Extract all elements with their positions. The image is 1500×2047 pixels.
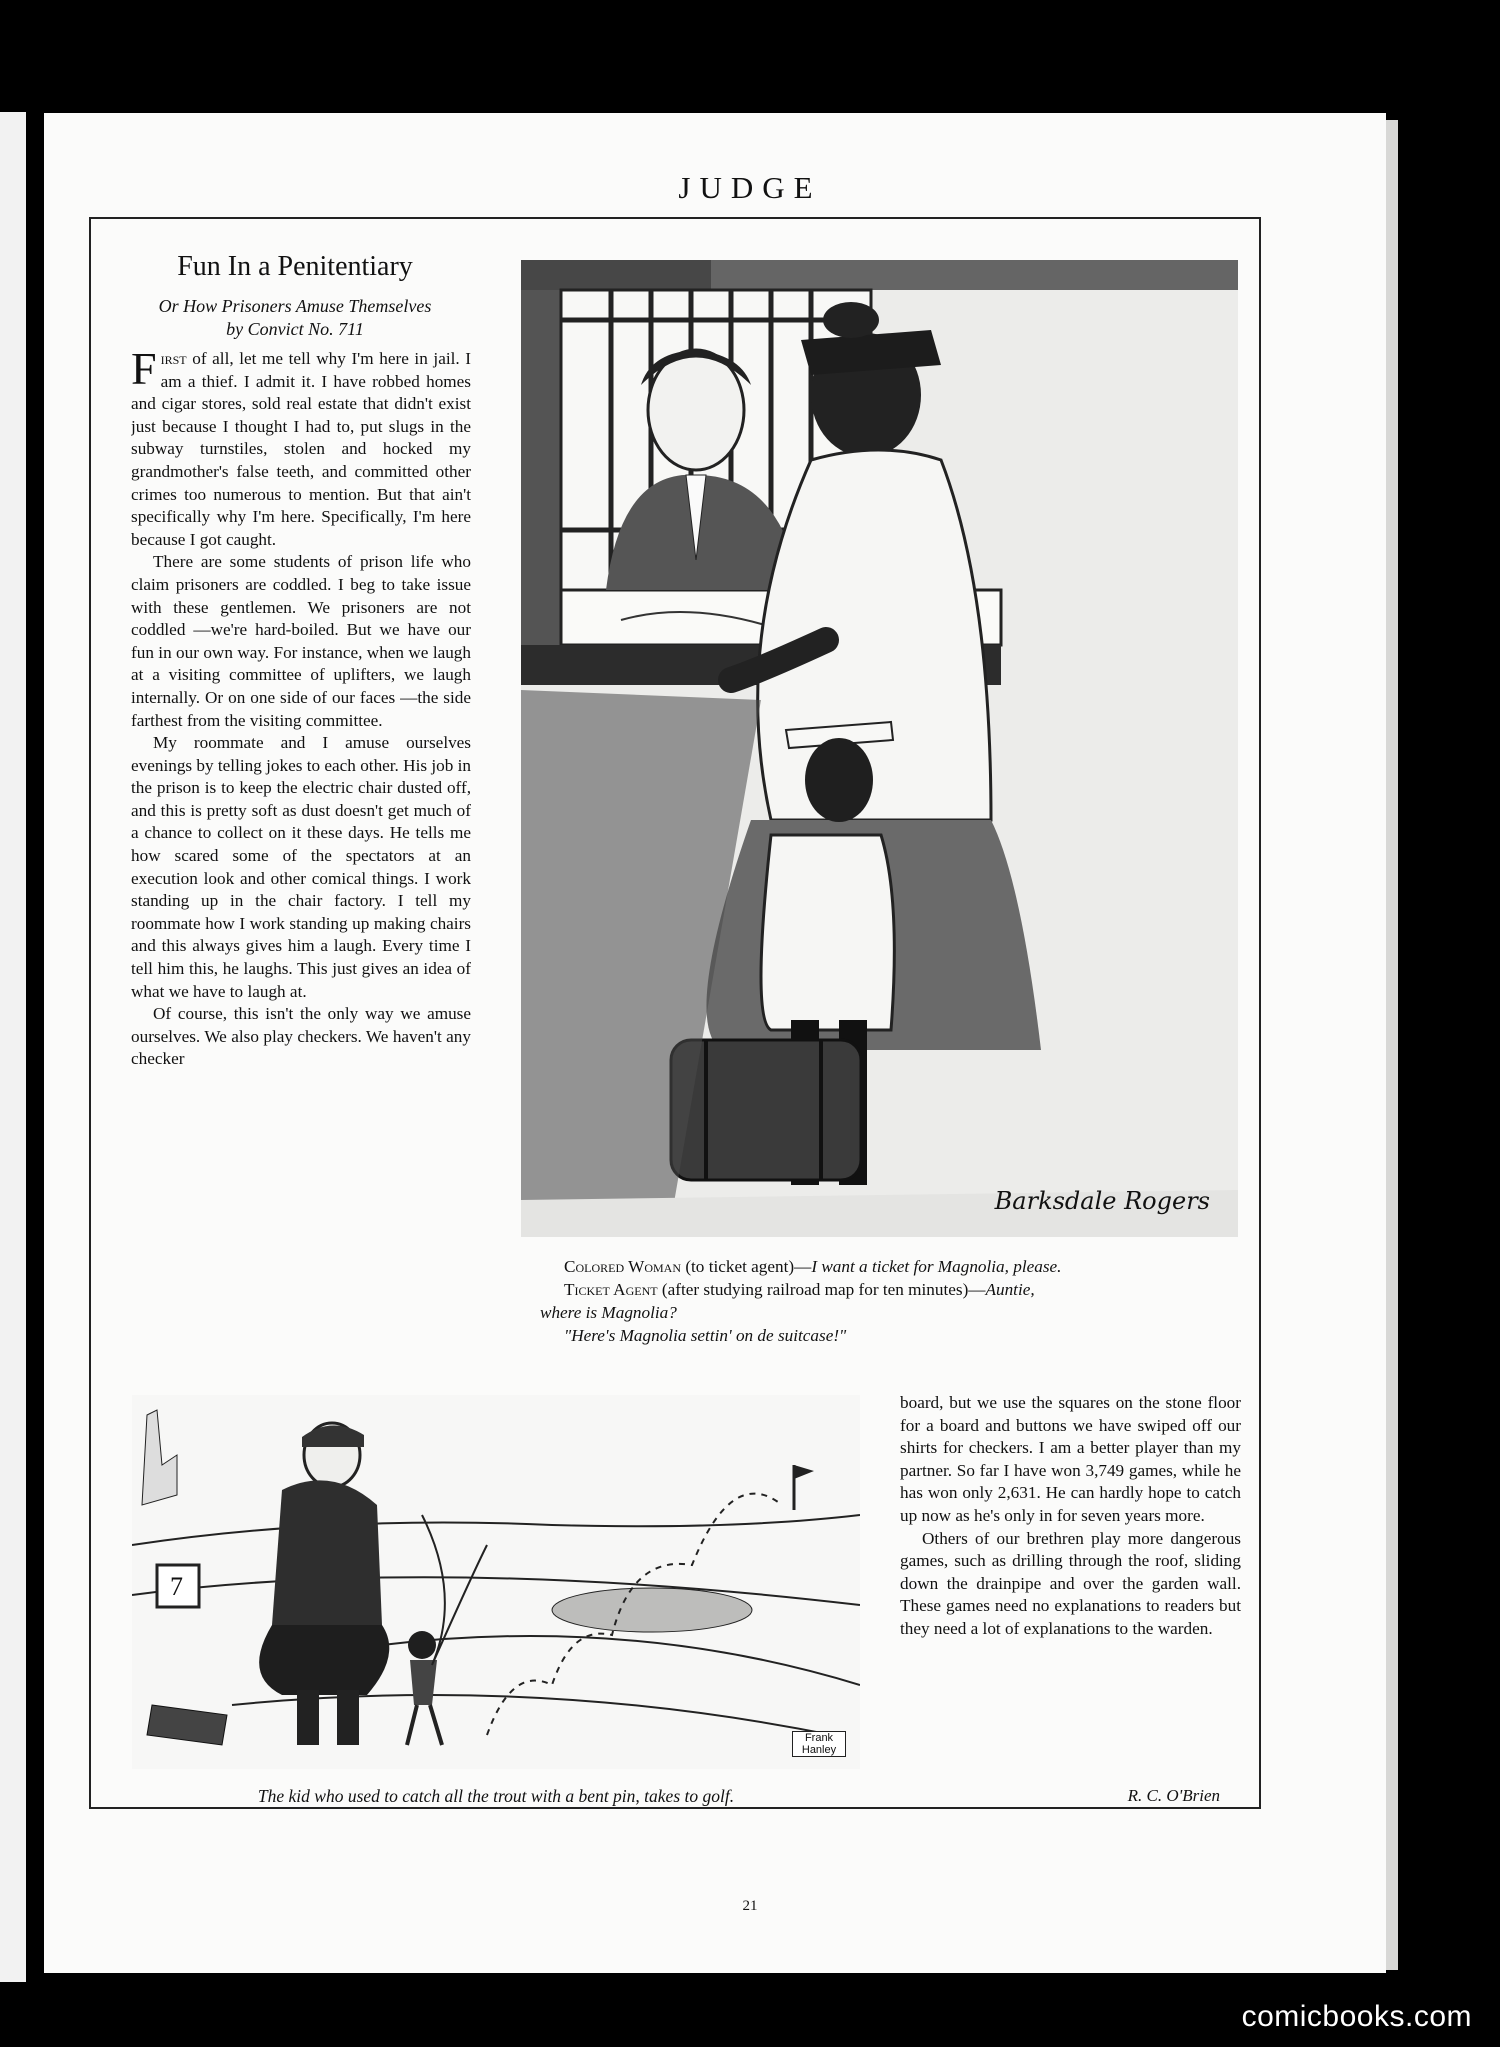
paragraph-4: Of course, this isn't the only way we amuse ourselves. We also play checkers. We haven't any checker <box>131 1004 471 1069</box>
article-title: Fun In a Penitentiary <box>177 251 413 282</box>
article-column-left <box>131 348 471 1366</box>
speaker-colored-woman: Colored Woman <box>564 1257 682 1276</box>
hole-number: 7 <box>170 1572 183 1601</box>
first-word-small-caps: irst <box>160 349 187 368</box>
subtitle-line-2: by Convict No. 711 <box>226 319 364 340</box>
paragraph-2: There are some students of prison life who claim prisoners are coddled. I beg to take issue with these gentlemen. We prisoners are not coddled —we're hard-boiled. But we have our fun in our own way. For instance, when we laugh at a visiting committee of uplifters, we laugh internally. Or on one side of our faces —the side farthest from the visiting committee. <box>131 552 471 730</box>
paragraph-6: Others of our brethren play more dangerous games, such as drilling through the roof, sliding down the drainpipe and over the garden wall. These games need no explanations to readers but they need a lot of explanations to the warden. <box>900 1528 1241 1638</box>
paragraph-5: board, but we use the squares on the stone floor for a board and buttons we have swiped off our shirts for checkers. I am a better player than my partner. So far I have won 3,749 games, while he has won only 2,631. He can hardly hope to catch up now as he's only in for seven years more. <box>900 1393 1241 1525</box>
stage-direction-2: (after studying railroad map for ten minutes)— <box>661 1280 986 1299</box>
golf-cartoon-illustration <box>132 1395 860 1769</box>
site-watermark: comicbooks.com <box>1241 2000 1472 2033</box>
dialogue-3: "Here's Magnolia settin' on de suitcase!" <box>564 1326 847 1345</box>
article-subtitle <box>110 295 480 342</box>
dialogue-2b: where is Magnolia? <box>540 1303 677 1322</box>
caption-line-2 <box>540 1278 1240 1301</box>
ticket-window-illustration <box>521 260 1238 1237</box>
golf-cartoon-drawing <box>132 1395 860 1769</box>
page-number: 21 <box>742 1898 758 1914</box>
speaker-ticket-agent: Ticket Agent <box>564 1280 658 1299</box>
caption-line-4 <box>540 1324 1240 1347</box>
ticket-window-drawing <box>521 260 1238 1237</box>
golf-cartoon-signature: Frank Hanley <box>792 1731 846 1757</box>
paragraph-1 <box>131 348 471 551</box>
drop-cap: F <box>131 348 157 394</box>
illustration-signature: Barksdale Rogers <box>994 1187 1210 1215</box>
page-edge-shadow <box>1386 120 1398 1970</box>
paragraph-1-text: of all, let me tell why I'm here in jail. I am a thief. I admit it. I have robbed homes and cigar stores, sold real estate that didn't exist just because I thought I had to, put slugs in the subway turnstiles, stolen and hocked my grandmother's false teeth, and committed other crimes too numerous to mention. But that ain't specifically why I'm here. Specifically, I'm here because I got caught. <box>131 349 471 549</box>
magazine-header: JUDGE <box>678 170 822 205</box>
stage-direction-1: (to ticket agent)— <box>685 1257 812 1276</box>
article-byline: R. C. O'Brien <box>1127 1786 1220 1805</box>
adjacent-page-edge <box>0 112 26 1982</box>
article-column-right <box>900 1392 1241 1782</box>
paragraph-3: My roommate and I amuse ourselves evenings by telling jokes to each other. His job in the prison is to keep the electric chair dusted off, and this is pretty soft as dust doesn't get much of a chance to collect on it these days. He tells me how scared some of the spectators at an execution look and other comical things. I work standing up in the chair factory. I tell my roommate how I work standing up making chairs and this always gives him a laugh. Every time I tell him this, he laughs. This just gives an idea of what we have to laugh at. <box>131 733 471 1001</box>
ticket-window-caption <box>540 1255 1240 1347</box>
golf-cartoon-caption: The kid who used to catch all the trout with a bent pin, takes to golf. <box>257 1786 735 1806</box>
dialogue-2a: Auntie, <box>985 1280 1035 1299</box>
caption-line-1 <box>540 1255 1240 1278</box>
caption-line-3 <box>540 1301 1240 1324</box>
dialogue-1: I want a ticket for Magnolia, please. <box>811 1257 1062 1276</box>
subtitle-line-1: Or How Prisoners Amuse Themselves <box>158 296 432 316</box>
